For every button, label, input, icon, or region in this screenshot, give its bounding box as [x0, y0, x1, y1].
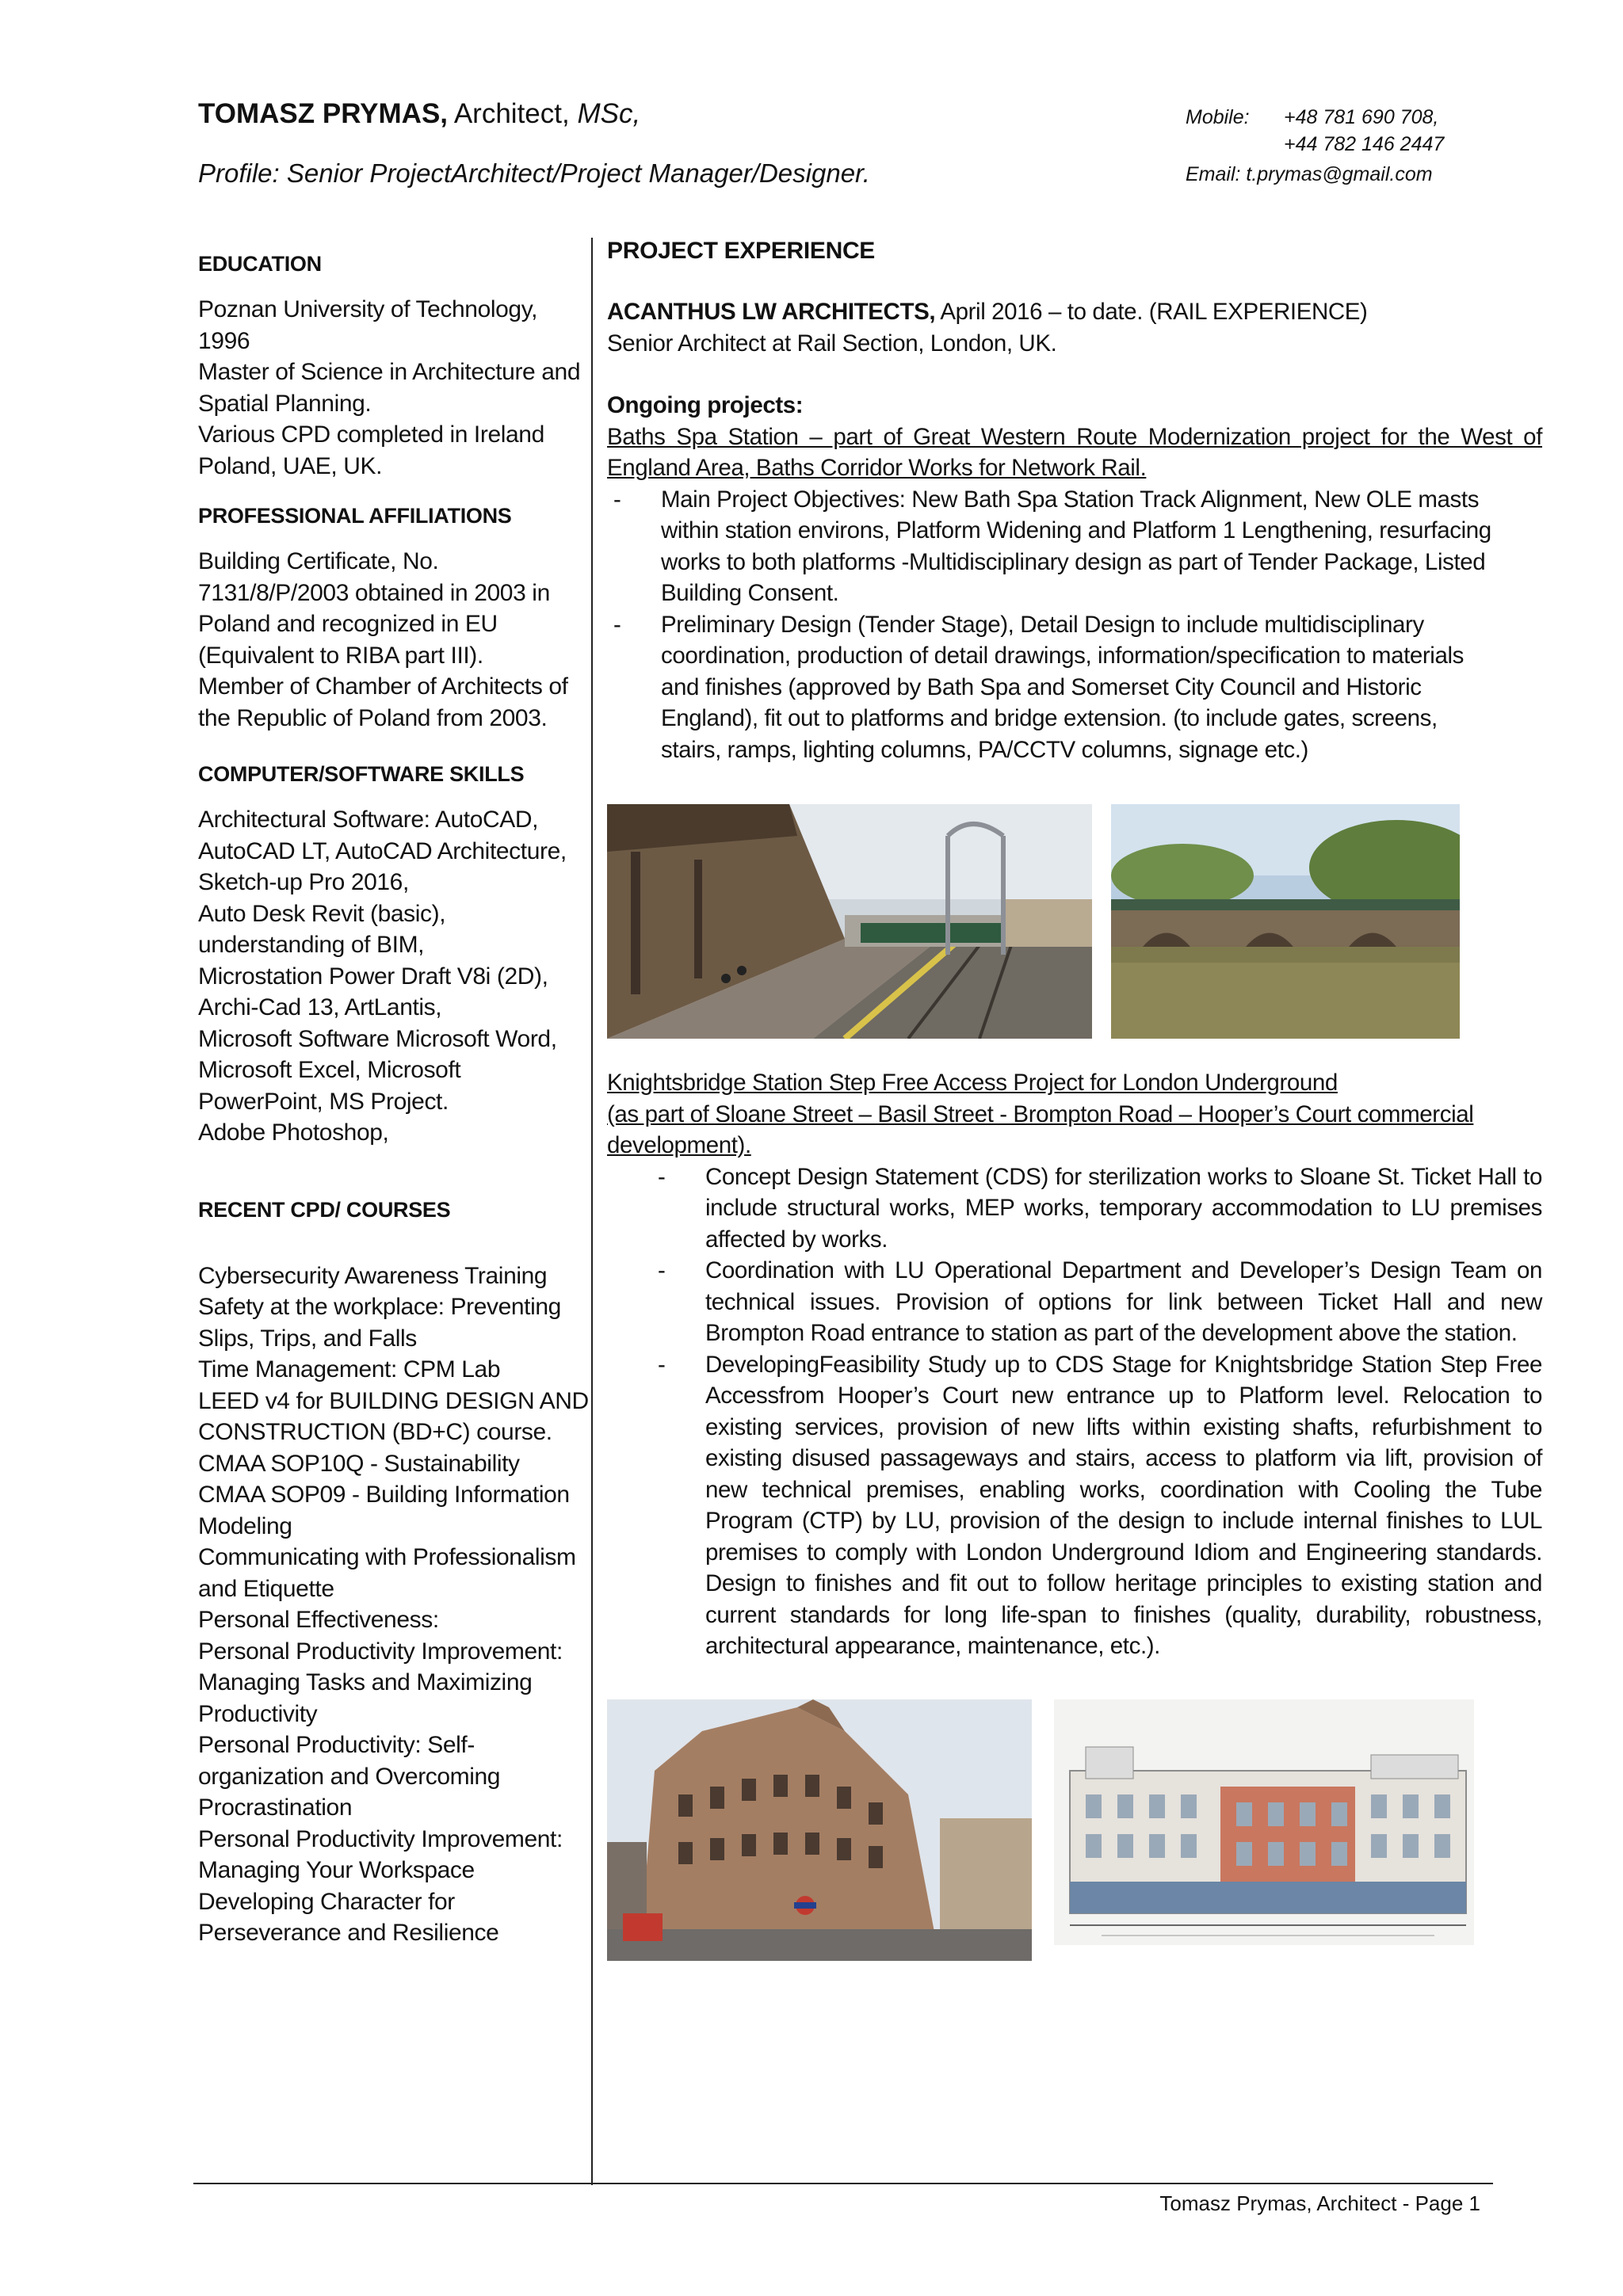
course-line: Communicating with Professionalism	[198, 1544, 576, 1570]
course-line: organization and Overcoming	[198, 1763, 501, 1790]
project-2-bullet	[607, 1161, 1542, 1256]
project-2-bullet	[607, 1255, 1542, 1349]
email-line[interactable]: Email: t.prymas@gmail.com	[1186, 163, 1433, 185]
bullet-dash: -	[658, 1163, 666, 1190]
education-heading: EDUCATION	[198, 252, 322, 276]
project-experience-heading: PROJECT EXPERIENCE	[607, 238, 876, 264]
right-column	[607, 238, 1542, 765]
project-1-bullet	[607, 609, 1495, 766]
affiliations-line: 7131/8/P/2003 obtained in 2003 in	[198, 579, 550, 606]
course-line: Managing Your Workspace	[198, 1857, 475, 1883]
bullet-text: Coordination with LU Operational Department and Developer’s Design Team on technical issues. Provision of options for link between Ticket Hall and new Brompton Road entrance to station as part of the development above the station.	[705, 1257, 1542, 1346]
course-line: Personal Productivity Improvement:	[198, 1825, 563, 1852]
course-line: LEED v4 for BUILDING DESIGN AND	[198, 1387, 589, 1414]
project-2-block	[607, 1067, 1542, 1662]
course-line: Modeling	[198, 1512, 292, 1539]
course-line: Cybersecurity Awareness Training	[198, 1262, 548, 1289]
mobile-label: Mobile:	[1186, 106, 1250, 128]
candidate-title: Architect,	[448, 98, 578, 129]
course-line: Safety at the workplace: Preventing	[198, 1294, 561, 1320]
course-line: Personal Productivity Improvement:	[198, 1638, 563, 1665]
contact-block	[1186, 106, 1503, 190]
company-dates: April 2016 – to date. (RAIL EXPERIENCE)	[935, 299, 1368, 325]
courses-heading: RECENT CPD/ COURSES	[198, 1197, 451, 1222]
course-line: Slips, Trips, and Falls	[198, 1325, 417, 1352]
course-line: and Etiquette	[198, 1575, 334, 1602]
skills-line: Microstation Power Draft V8i (2D),	[198, 963, 548, 990]
course-line: Personal Productivity: Self-	[198, 1732, 475, 1758]
project-2-title-2: (as part of Sloane Street – Basil Street - Brompton Road – Hooper’s Court commercial development).	[607, 1100, 1474, 1158]
profile-line: Profile: Senior ProjectArchitect/Project Manager/Designer.	[198, 158, 870, 188]
affiliations-line: the Republic of Poland from 2003.	[198, 704, 548, 731]
mobile-number-2: +44 782 146 2447	[1284, 133, 1445, 155]
bullet-dash: -	[658, 1257, 666, 1283]
knightsbridge-elevation-drawing	[1054, 1699, 1474, 1945]
role-line: Senior Architect at Rail Section, London, UK.	[607, 330, 1057, 357]
affiliations-line: Building Certificate, No.	[198, 548, 439, 574]
skills-line: understanding of BIM,	[198, 932, 425, 958]
course-line: CMAA SOP09 - Building Information	[198, 1482, 570, 1508]
bullet-text: DevelopingFeasibility Study up to CDS Stage for Knightsbridge Station Step Free Accessfrom Hooper’s Court new entrance up to Platform level. Relocation to existing services, provision of new lifts within existing shafts, refurbishment to existing disused passageways and stairs, access to platform via lift, provision of new technical premises, enabling works, coordination with Cooling the Tube Program (CTP) by LU, provision of the design to include internal finishes to LUL premises to comply with London Underground Idiom and Engineering standards. Design to finishes and fit out to follow heritage principles to existing station and current standards for long life-span to finishes (quality, durability, robustness, architectural appearance, maintenance, etc.).	[705, 1351, 1542, 1659]
affiliations-line: Member of Chamber of Architects of	[198, 673, 568, 700]
footer-rule	[193, 2183, 1493, 2184]
mobile-number-1: +48 781 690 708,	[1284, 106, 1439, 128]
skills-line: Architectural Software: AutoCAD,	[198, 807, 539, 833]
candidate-name: TOMASZ PRYMAS,	[198, 98, 449, 129]
skills-heading: COMPUTER/SOFTWARE SKILLS	[198, 762, 525, 786]
knightsbridge-street-photo	[607, 1699, 1032, 1961]
left-column	[198, 252, 589, 1949]
course-line: Managing Tasks and Maximizing	[198, 1669, 533, 1695]
bullet-text: Main Project Objectives: New Bath Spa Station Track Alignment, New OLE masts within station environs, Platform Widening and Platform 1 Lengthening, resurfacing works to both platforms -Multidisciplinary design as part of Tender Package, Listed Building Consent.	[661, 486, 1491, 606]
affiliations-line: (Equivalent to RIBA part III).	[198, 642, 483, 669]
course-line: Time Management: CPM Lab	[198, 1356, 501, 1383]
company-line	[607, 296, 1542, 328]
skills-line: Microsoft Software Microsoft Word,	[198, 1025, 557, 1052]
courses-text	[198, 1261, 589, 1949]
column-divider	[591, 238, 593, 2185]
candidate-degree: MSc,	[577, 98, 641, 129]
education-line: Spatial Planning.	[198, 390, 372, 417]
education-line: Poland, UAE, UK.	[198, 452, 383, 479]
education-line: Master of Science in Architecture and	[198, 359, 581, 385]
course-line: Productivity	[198, 1700, 318, 1727]
skills-line: Sketch-up Pro 2016,	[198, 869, 409, 895]
project-1-title: Baths Spa Station – part of Great Western Route Modernization project for the West of England Area, Baths Corridor Works for Network Rail.	[607, 423, 1542, 481]
bullet-dash: -	[658, 1351, 666, 1378]
bullet-text: Concept Design Statement (CDS) for sterilization works to Sloane St. Ticket Hall to include structural works, MEP works, temporary accommodation to LU premises affected by works.	[705, 1163, 1542, 1253]
project-2-bullet	[607, 1349, 1542, 1662]
affiliations-text	[198, 546, 579, 734]
bullet-dash: -	[613, 611, 621, 638]
page-footer: Tomasz Prymas, Architect - Page 1	[1159, 2191, 1480, 2215]
bath-spa-platform-photo	[607, 804, 1092, 1039]
course-line: Personal Effectiveness:	[198, 1607, 439, 1633]
skills-line: Auto Desk Revit (basic),	[198, 900, 446, 927]
course-line: Perseverance and Resilience	[198, 1920, 499, 1946]
skills-line: AutoCAD LT, AutoCAD Architecture,	[198, 837, 567, 864]
skills-text	[198, 804, 579, 1149]
skills-line: Microsoft Excel, Microsoft	[198, 1057, 461, 1083]
skills-line: PowerPoint, MS Project.	[198, 1088, 449, 1115]
education-text	[198, 294, 579, 482]
affiliations-line: Poland and recognized in EU	[198, 611, 498, 637]
course-line: CONSTRUCTION (BD+C) course.	[198, 1419, 552, 1445]
skills-line: Adobe Photoshop,	[198, 1119, 389, 1146]
course-line: CMAA SOP10Q - Sustainability	[198, 1450, 520, 1477]
skills-line: Archi-Cad 13, ArtLantis,	[198, 994, 442, 1020]
company-name: ACANTHUS LW ARCHITECTS,	[607, 299, 936, 325]
course-line: Procrastination	[198, 1794, 353, 1821]
project-2-title-1: Knightsbridge Station Step Free Access Project for London Underground	[607, 1070, 1338, 1096]
bullet-text: Preliminary Design (Tender Stage), Detail Design to include multidisciplinary coordination, production of detail drawings, information/specification to materials and finishes (approved by Bath Spa and Somerset City Council and Historic England), fit out to platforms and bridge extension. (to include gates, screens, stairs, ramps, lighting columns, PA/CCTV columns, signage etc.)	[661, 611, 1464, 763]
bath-viaduct-river-photo	[1111, 804, 1460, 1039]
affiliations-heading: PROFESSIONAL AFFILIATIONS	[198, 504, 512, 528]
ongoing-heading: Ongoing projects:	[607, 392, 804, 418]
education-line: Various CPD completed in Ireland	[198, 421, 544, 448]
education-line: Poznan University of Technology,	[198, 296, 538, 322]
header-name-line	[198, 97, 1149, 132]
bullet-dash: -	[613, 486, 621, 513]
education-line: 1996	[198, 327, 250, 354]
course-line: Developing Character for	[198, 1888, 455, 1915]
project-1-bullet	[607, 484, 1495, 609]
